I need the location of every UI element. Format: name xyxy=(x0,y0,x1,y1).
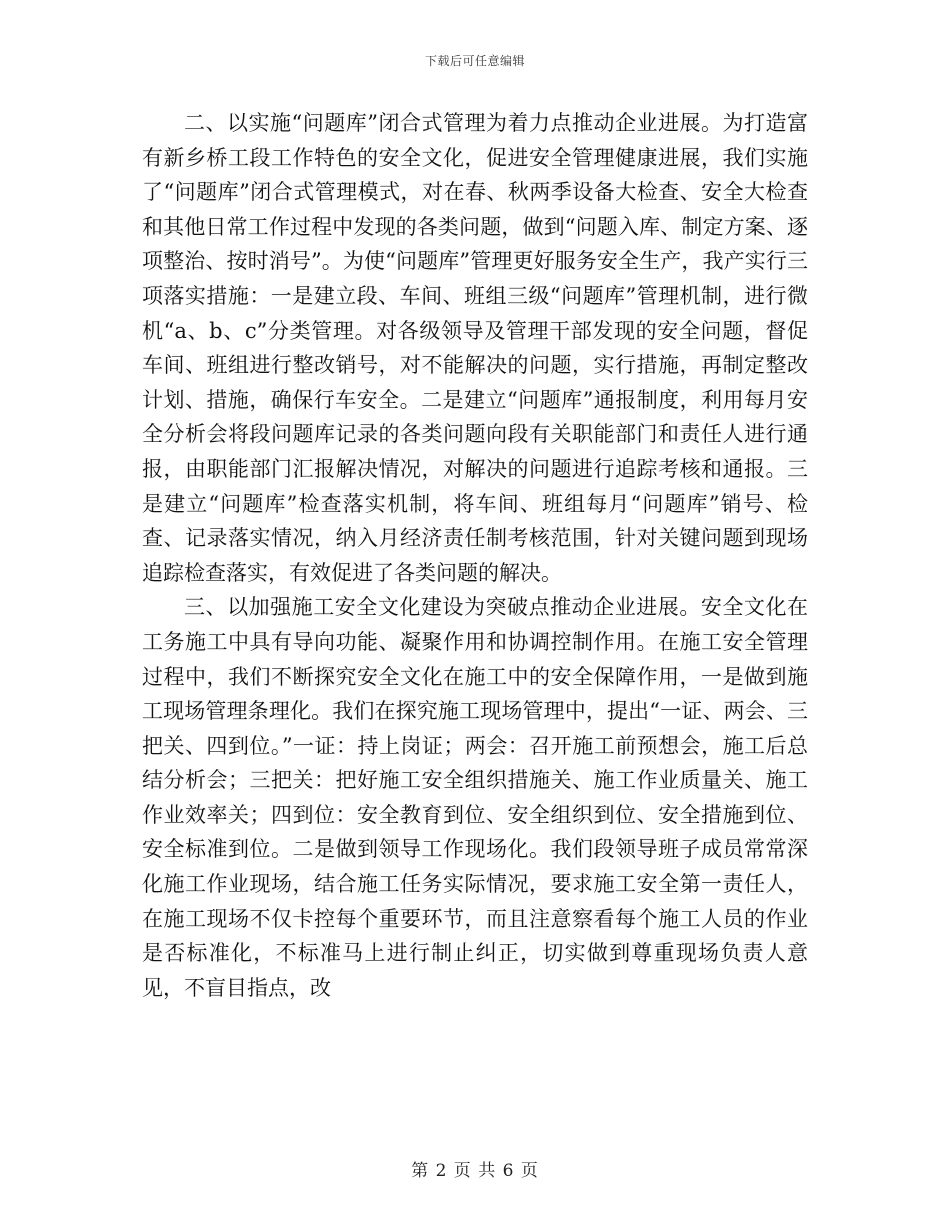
paragraph-construction-safety: 三、以加强施工安全文化建设为突破点推动企业进展。安全文化在工务施工中具有导向功能、凝聚作用和协调控制作用。在施工安全管理过程中，我们不断探究安全文化在施工中的安全保障作用，一是做到施工现场管理条理化。我们在探究施工现场管理中，提出“一证、两会、三把关、四到位。”一证：持上岗证；两会：召开施工前预想会，施工后总结分析会；三把关：把好施工安全组织措施关、施工作业质量关、施工作业效率关；四到位：安全教育到位、安全组织到位、安全措施到位、安全标准到位。二是做到领导工作现场化。我们段领导班子成员常常深化施工作业现场，结合施工任务实际情况，要求施工安全第一责任人，在施工现场不仅卡控每个重要环节，而且注意察看每个施工人员的作业是否标准化，不标准马上进行制止纠正，切实做到尊重现场负责人意见，不盲目指点，改 xyxy=(142,595,808,1000)
page-number: 第 2 页 共 6 页 xyxy=(411,1161,539,1181)
page-header: 下载后可任意编辑 xyxy=(424,54,525,68)
paragraph-problem-library: 二、以实施“问题库”闭合式管理为着力点推动企业进展。为打造富有新乡桥工段工作特色的安全文化，促进安全管理健康进展，我们实施了“问题库”闭合式管理模式，对在春、秋两季设备大检查、安全大检查和其他日常工作过程中发现的各类问题，做到“问题入库、制定方案、逐项整治、按时消号”。为使“问题库”管理更好服务安全生产，我产实行三项落实措施：一是建立段、车间、班组三级“问题库”管理机制，进行微机“a、b、c”分类管理。对各级领导及管理干部发现的安全问题，督促车间、班组进行整改销号，对不能解决的问题，实行措施，再制定整改计划、措施，确保行车安全。二是建立“问题库”通报制度，利用每月安全分析会将段问题库记录的各类问题向段有关职能部门和责任人进行通报，由职能部门汇报解决情况，对解决的问题进行追踪考核和通报。三是建立“问题库”检查落实机制，将车间、班组每月“问题库”销号、检查、记录落实情况，纳入月经济责任制考核范围，针对关键问题到现场追踪检查落实，有效促进了各类问题的解决。 xyxy=(142,111,808,585)
document-body xyxy=(142,106,808,1005)
